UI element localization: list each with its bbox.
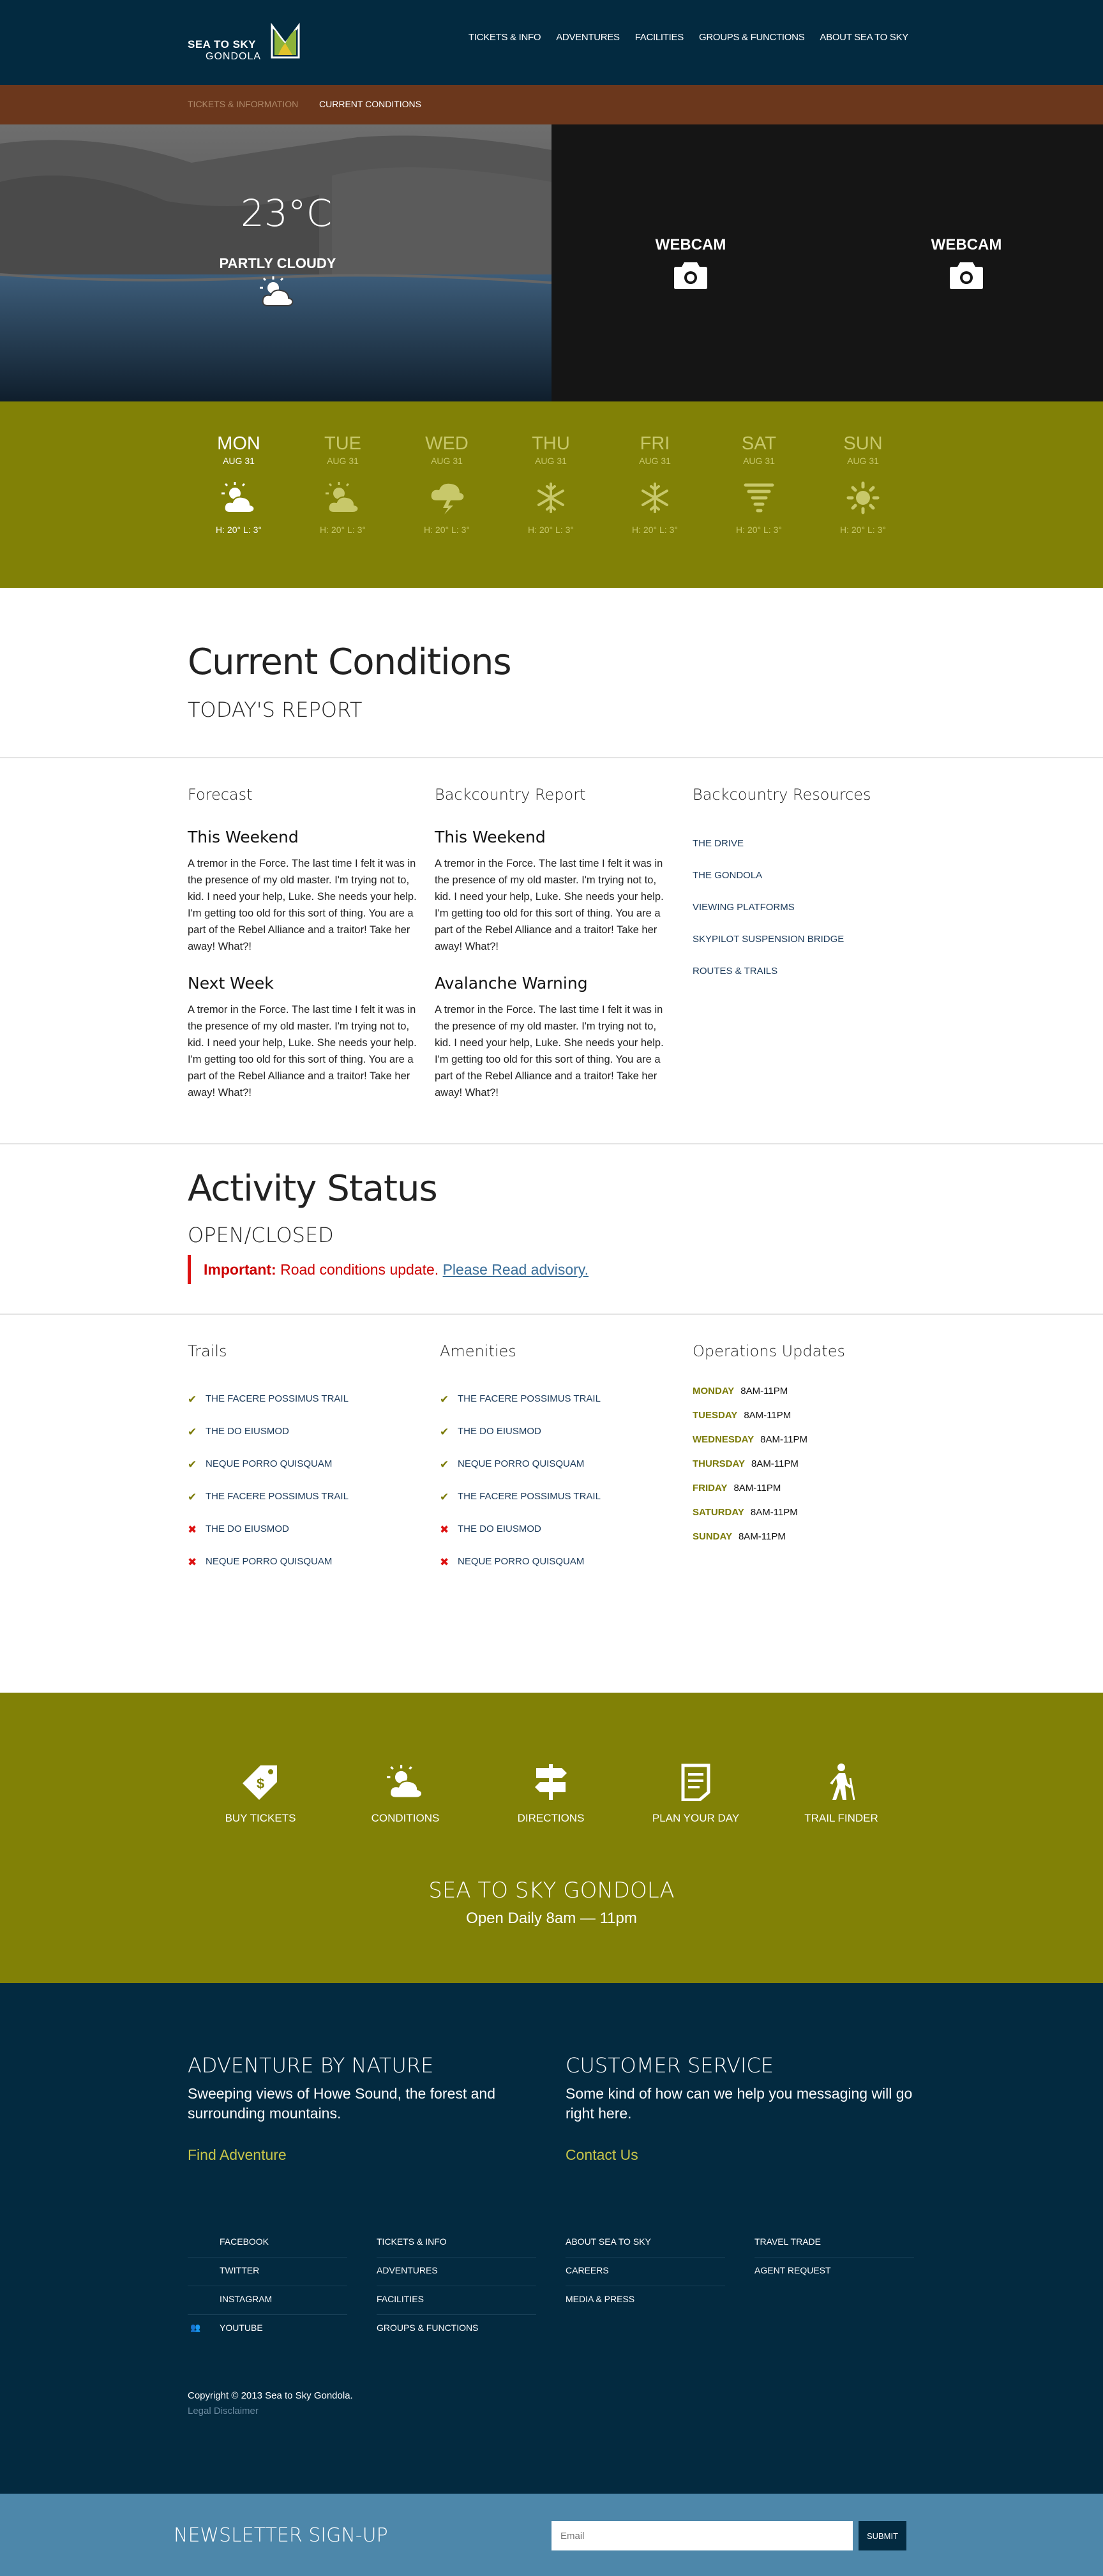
status-label[interactable]: THE FACERE POSSIMUS TRAIL bbox=[206, 1393, 349, 1404]
status-label[interactable]: THE DO EIUSMOD bbox=[458, 1524, 541, 1534]
forecast-date: AUG 31 bbox=[223, 456, 255, 466]
status-row bbox=[440, 1393, 601, 1426]
trail-finder-link[interactable] bbox=[781, 1760, 902, 1825]
buy-tickets-link[interactable] bbox=[200, 1760, 321, 1825]
close-icon: ✖ bbox=[440, 1524, 449, 1536]
ops-day: TUESDAY bbox=[693, 1410, 738, 1421]
forecast-day bbox=[304, 433, 381, 535]
forecast-nextweek-title: Next Week bbox=[188, 974, 274, 992]
check-icon: ✔ bbox=[188, 1458, 197, 1471]
ops-hours: 8AM-11PM bbox=[740, 1386, 788, 1397]
status-label[interactable]: THE FACERE POSSIMUS TRAIL bbox=[458, 1491, 601, 1502]
ops-day: THURSDAY bbox=[693, 1458, 745, 1469]
copyright: Copyright © 2013 Sea to Sky Gondola. bbox=[188, 2390, 353, 2401]
forecast-day-name: TUE bbox=[324, 433, 361, 454]
hiker-icon bbox=[827, 1763, 855, 1801]
ticket-tag-icon bbox=[241, 1763, 280, 1801]
snowflake-icon bbox=[535, 482, 567, 514]
forecast-day-name: FRI bbox=[640, 433, 670, 454]
directions-link[interactable] bbox=[490, 1760, 612, 1825]
status-row bbox=[188, 1524, 349, 1556]
quick-link-label: DIRECTIONS bbox=[517, 1812, 585, 1824]
status-label[interactable]: THE DO EIUSMOD bbox=[458, 1426, 541, 1437]
status-row bbox=[440, 1491, 601, 1524]
forecast-day bbox=[200, 433, 277, 535]
divider bbox=[0, 1143, 1103, 1144]
check-icon: ✔ bbox=[440, 1491, 449, 1503]
customer-service-text: Some kind of how can we help you messaging will go right here. bbox=[566, 2085, 913, 2122]
amenities-heading: Amenities bbox=[440, 1342, 516, 1360]
youtube-label: YOUTUBE bbox=[220, 2323, 263, 2333]
check-icon: ✔ bbox=[440, 1458, 449, 1471]
status-row bbox=[440, 1524, 601, 1556]
status-row bbox=[440, 1556, 601, 1589]
backcountry-weekend-text: A tremor in the Force. The last time I felt it was in the presence of my old master. I'm trying not to, kid. I need your help, Luke. She needs your help. I'm getting too old for this sort of thing. You are a part of the Rebel Alliance and a traitor! Take her away! What?! bbox=[435, 858, 664, 952]
contact-us-link[interactable]: Contact Us bbox=[566, 2146, 638, 2163]
status-row bbox=[188, 1393, 349, 1426]
plan-your-day-link[interactable] bbox=[635, 1760, 756, 1825]
status-row bbox=[440, 1426, 601, 1458]
footer-nav-col-2 bbox=[377, 2229, 536, 2344]
footer-link[interactable]: TICKETS & INFO bbox=[377, 2229, 536, 2258]
status-label[interactable]: THE DO EIUSMOD bbox=[206, 1426, 289, 1437]
resource-link[interactable]: SKYPILOT SUSPENSION BRIDGE bbox=[693, 934, 844, 945]
current-condition: PARTLY CLOUDY bbox=[219, 255, 336, 271]
adventure-heading: ADVENTURE BY NATURE bbox=[188, 2053, 434, 2078]
youtube-link[interactable] bbox=[188, 2315, 347, 2344]
avalanche-warning-text: A tremor in the Force. The last time I felt it was in the presence of my old master. I'm trying not to, kid. I need your help, Luke. She needs your help. I'm getting too old for this sort of thing. You are a part of the Rebel Alliance and a traitor! Take her away! What?! bbox=[435, 1004, 664, 1098]
forecast-date: AUG 31 bbox=[431, 456, 463, 466]
resource-link[interactable]: THE GONDOLA bbox=[693, 870, 763, 881]
legal-disclaimer-link[interactable]: Legal Disclaimer bbox=[188, 2406, 259, 2416]
forecast-day-name: SUN bbox=[843, 433, 883, 454]
ops-hours: 8AM-11PM bbox=[750, 1507, 798, 1518]
footer-link[interactable]: TRAVEL TRADE bbox=[754, 2229, 914, 2258]
quick-link-label: PLAN YOUR DAY bbox=[652, 1812, 740, 1824]
resources-list bbox=[693, 838, 844, 998]
backcountry-weekend-title: This Weekend bbox=[435, 828, 546, 846]
ops-list bbox=[693, 1386, 807, 1555]
ops-heading: Operations Updates bbox=[693, 1342, 845, 1360]
footer-link[interactable]: FACILITIES bbox=[377, 2286, 536, 2315]
forecast-strip bbox=[0, 401, 1103, 588]
nav-tickets-info[interactable]: TICKETS & INFO bbox=[468, 32, 541, 43]
ops-hours: 8AM-11PM bbox=[744, 1410, 792, 1421]
amenities-list bbox=[440, 1393, 601, 1589]
forecast-date: AUG 31 bbox=[535, 456, 567, 466]
nav-about[interactable]: ABOUT SEA TO SKY bbox=[820, 32, 908, 43]
svg-text:$: $ bbox=[257, 1776, 265, 1792]
page-subtitle: TODAY'S REPORT bbox=[188, 698, 363, 722]
forecast-high-low: H: 20° L: 3° bbox=[216, 525, 262, 535]
activity-title: Activity Status bbox=[188, 1168, 437, 1209]
ops-row bbox=[693, 1458, 807, 1483]
footer-link[interactable]: CAREERS bbox=[566, 2258, 725, 2286]
quick-link-label: BUY TICKETS bbox=[225, 1812, 296, 1824]
gondola-title: SEA TO SKY GONDOLA bbox=[428, 1878, 675, 1903]
avalanche-warning-title: Avalanche Warning bbox=[435, 974, 588, 992]
newsletter-title: NEWSLETTER SIGN-UP bbox=[174, 2524, 388, 2547]
status-row bbox=[188, 1556, 349, 1589]
instagram-link[interactable]: INSTAGRAM bbox=[188, 2286, 347, 2315]
status-label[interactable]: NEQUE PORRO QUISQUAM bbox=[206, 1556, 333, 1567]
divider bbox=[0, 1314, 1103, 1315]
gondola-hours: Open Daily 8am — 11pm bbox=[466, 1910, 637, 1927]
forecast-heading: Forecast bbox=[188, 786, 253, 804]
resource-link[interactable]: VIEWING PLATFORMS bbox=[693, 902, 795, 913]
forecast-date: AUG 31 bbox=[743, 456, 775, 466]
adventure-text: Sweeping views of Howe Sound, the forest and surrounding mountains. bbox=[188, 2085, 496, 2122]
quick-link-label: CONDITIONS bbox=[371, 1812, 440, 1824]
forecast-day bbox=[409, 433, 485, 535]
conditions-link[interactable] bbox=[345, 1760, 466, 1825]
quick-link-label: TRAIL FINDER bbox=[804, 1812, 878, 1824]
camera-icon bbox=[915, 259, 1017, 291]
cloudy-sun-icon bbox=[325, 482, 361, 514]
camera-icon bbox=[640, 259, 742, 291]
forecast-nextweek-text: A tremor in the Force. The last time I felt it was in the presence of my old master. I'm trying not to, kid. I need your help, Luke. She needs your help. I'm getting too old for this sort of thing. You are a part of the Rebel Alliance and a traitor! Take her away! What?! bbox=[188, 1004, 417, 1098]
newsletter-bar bbox=[0, 2494, 1103, 2576]
footer-link[interactable]: ADVENTURES bbox=[377, 2258, 536, 2286]
forecast-day bbox=[617, 433, 693, 535]
ops-day: MONDAY bbox=[693, 1386, 735, 1397]
logo-mark-icon bbox=[269, 20, 301, 63]
trails-list bbox=[188, 1393, 349, 1589]
find-adventure-link[interactable]: Find Adventure bbox=[188, 2146, 287, 2163]
page-title: Current Conditions bbox=[188, 641, 511, 683]
check-icon: ✔ bbox=[188, 1491, 197, 1503]
forecast-day-name: WED bbox=[425, 433, 469, 454]
resource-link[interactable]: THE DRIVE bbox=[693, 838, 744, 849]
resources-heading: Backcountry Resources bbox=[693, 786, 871, 804]
alert-label: Important: bbox=[204, 1261, 276, 1278]
current-temperature: 23°C bbox=[241, 191, 333, 235]
ops-day: SATURDAY bbox=[693, 1507, 744, 1518]
ops-hours: 8AM-11PM bbox=[751, 1458, 799, 1469]
forecast-high-low: H: 20° L: 3° bbox=[736, 525, 782, 535]
main-nav bbox=[469, 32, 908, 43]
tornado-icon bbox=[743, 481, 775, 514]
ops-row bbox=[693, 1410, 807, 1434]
footer-link[interactable]: GROUPS & FUNCTIONS bbox=[377, 2323, 479, 2333]
quick-links bbox=[0, 1693, 1103, 1983]
thunderstorm-icon bbox=[429, 481, 465, 514]
ops-hours: 8AM-11PM bbox=[760, 1434, 808, 1445]
nav-groups-functions[interactable]: GROUPS & FUNCTIONS bbox=[698, 32, 805, 43]
document-icon bbox=[680, 1763, 711, 1801]
ops-row bbox=[693, 1531, 807, 1555]
customer-service-heading: CUSTOMER SERVICE bbox=[566, 2053, 774, 2078]
close-icon: ✖ bbox=[188, 1524, 197, 1536]
close-icon: ✖ bbox=[188, 1556, 197, 1568]
forecast-day bbox=[825, 433, 901, 535]
webcam-1[interactable] bbox=[640, 236, 742, 294]
activity-subtitle: OPEN/CLOSED bbox=[188, 1223, 334, 1247]
ops-hours: 8AM-11PM bbox=[738, 1531, 786, 1542]
ops-row bbox=[693, 1386, 807, 1410]
nav-facilities[interactable]: FACILITIES bbox=[634, 32, 684, 43]
ops-day: WEDNESDAY bbox=[693, 1434, 754, 1445]
forecast-high-low: H: 20° L: 3° bbox=[840, 525, 886, 535]
forecast-date: AUG 31 bbox=[639, 456, 671, 466]
forecast-day bbox=[513, 433, 589, 535]
logo-text-bottom: GONDOLA bbox=[206, 51, 262, 62]
footer-link[interactable]: MEDIA & PRESS bbox=[566, 2294, 635, 2304]
status-label[interactable]: THE FACERE POSSIMUS TRAIL bbox=[458, 1393, 601, 1404]
status-row bbox=[188, 1426, 349, 1458]
check-icon: ✔ bbox=[440, 1426, 449, 1438]
breadcrumb-parent[interactable]: TICKETS & INFORMATION bbox=[188, 99, 299, 109]
ops-day: FRIDAY bbox=[693, 1483, 728, 1494]
weather-hero bbox=[0, 124, 552, 401]
footer-link[interactable]: AGENT REQUEST bbox=[754, 2265, 831, 2275]
ops-day: SUNDAY bbox=[693, 1531, 732, 1542]
backcountry-heading: Backcountry Report bbox=[435, 786, 586, 804]
webcam-2-label: WEBCAM bbox=[931, 236, 1002, 253]
sun-icon bbox=[846, 481, 880, 514]
site-header bbox=[0, 0, 1103, 85]
ops-hours: 8AM-11PM bbox=[733, 1483, 781, 1494]
forecast-day bbox=[721, 433, 797, 535]
forecast-date: AUG 31 bbox=[327, 456, 359, 466]
ops-row bbox=[693, 1507, 807, 1531]
status-row bbox=[188, 1458, 349, 1491]
forecast-high-low: H: 20° L: 3° bbox=[320, 525, 366, 535]
ops-row bbox=[693, 1483, 807, 1507]
status-label[interactable]: THE FACERE POSSIMUS TRAIL bbox=[206, 1491, 349, 1502]
forecast-weekend-text: A tremor in the Force. The last time I felt it was in the presence of my old master. I'm trying not to, kid. I need your help, Luke. She needs your help. I'm getting too old for this sort of thing. You are a part of the Rebel Alliance and a traitor! Take her away! What?! bbox=[188, 858, 417, 952]
status-row bbox=[188, 1491, 349, 1524]
forecast-date: AUG 31 bbox=[847, 456, 879, 466]
check-icon: ✔ bbox=[440, 1393, 449, 1405]
alert-text: Road conditions update. bbox=[280, 1261, 439, 1278]
signpost-icon bbox=[534, 1763, 568, 1801]
forecast-weekend-title: This Weekend bbox=[188, 828, 299, 846]
forecast-day-name: THU bbox=[532, 433, 570, 454]
breadcrumb-current: CURRENT CONDITIONS bbox=[319, 99, 421, 109]
trails-heading: Trails bbox=[188, 1342, 227, 1360]
status-label[interactable]: NEQUE PORRO QUISQUAM bbox=[206, 1458, 333, 1469]
snowflake-icon bbox=[639, 482, 671, 514]
twitter-link[interactable]: TWITTER bbox=[188, 2258, 347, 2286]
facebook-link[interactable]: FACEBOOK bbox=[188, 2229, 347, 2258]
check-icon: ✔ bbox=[188, 1426, 197, 1438]
webcam-2[interactable] bbox=[915, 236, 1017, 294]
footer-link[interactable]: ABOUT SEA TO SKY bbox=[566, 2229, 725, 2258]
newsletter-submit-button[interactable]: SUBMIT bbox=[859, 2521, 906, 2550]
webcam-panel bbox=[552, 124, 1103, 401]
forecast-high-low: H: 20° L: 3° bbox=[632, 525, 678, 535]
newsletter-email-input[interactable] bbox=[552, 2521, 853, 2550]
breadcrumb bbox=[0, 85, 1103, 124]
webcam-1-label: WEBCAM bbox=[655, 236, 726, 253]
people-icon: 👥 bbox=[190, 2323, 201, 2332]
footer-nav-col-4 bbox=[754, 2229, 914, 2286]
ops-row bbox=[693, 1434, 807, 1458]
site-footer bbox=[0, 1983, 1103, 2494]
road-alert bbox=[188, 1255, 589, 1284]
forecast-high-low: H: 20° L: 3° bbox=[424, 525, 470, 535]
status-row bbox=[440, 1458, 601, 1491]
close-icon: ✖ bbox=[440, 1556, 449, 1568]
status-label[interactable]: NEQUE PORRO QUISQUAM bbox=[458, 1458, 585, 1469]
resource-link[interactable]: ROUTES & TRAILS bbox=[693, 966, 778, 977]
footer-nav-col-3 bbox=[566, 2229, 725, 2315]
status-label[interactable]: NEQUE PORRO QUISQUAM bbox=[458, 1556, 585, 1567]
forecast-day-name: SAT bbox=[741, 433, 777, 454]
partly-cloudy-icon bbox=[386, 1765, 424, 1799]
social-links bbox=[188, 2229, 347, 2344]
forecast-day-name: MON bbox=[217, 433, 260, 454]
nav-adventures[interactable]: ADVENTURES bbox=[556, 32, 620, 43]
divider bbox=[0, 757, 1103, 758]
logo-text-top: SEA TO SKY bbox=[188, 38, 257, 50]
advisory-link[interactable]: Please Read advisory. bbox=[442, 1261, 589, 1278]
forecast-high-low: H: 20° L: 3° bbox=[528, 525, 574, 535]
site-logo[interactable] bbox=[188, 20, 303, 63]
partly-cloudy-icon bbox=[221, 482, 257, 514]
status-label[interactable]: THE DO EIUSMOD bbox=[206, 1524, 289, 1534]
check-icon: ✔ bbox=[188, 1393, 197, 1405]
partly-cloudy-icon bbox=[259, 276, 295, 307]
